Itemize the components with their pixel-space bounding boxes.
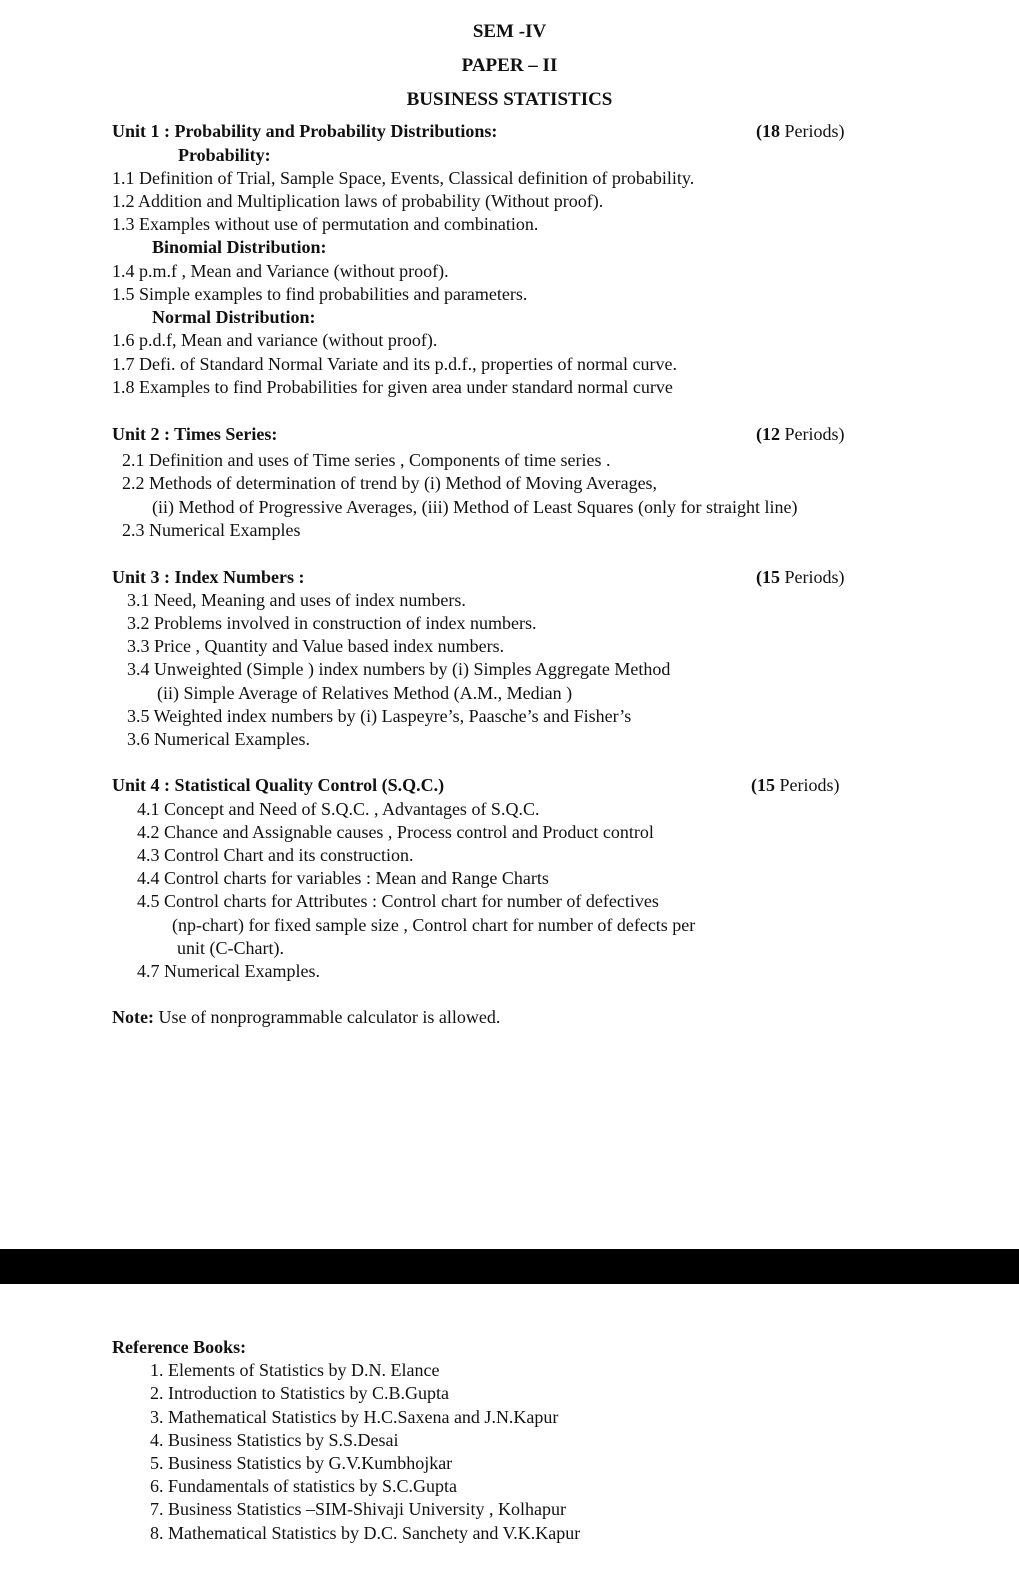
unit1-periods-number: (18 (756, 121, 780, 141)
unit1-item-1-5: 1.5 Simple examples to find probabilities and parameters. (112, 284, 528, 304)
page-break-band (0, 1249, 1019, 1284)
unit4-title: Unit 4 : Statistical Quality Control (S.Q.C.) (112, 775, 445, 795)
unit2-item-2-1: 2.1 Definition and uses of Time series , Components of time series . (122, 450, 611, 470)
unit1-item-1-8: 1.8 Examples to find Probabilities for given area under standard normal curve (112, 377, 673, 397)
reference-book-item: 1. Elements of Statistics by D.N. Elance (150, 1360, 440, 1380)
unit4-item-4-5-continued: (np-chart) for fixed sample size , Control chart for number of defects per (172, 915, 696, 935)
reference-book-item: 8. Mathematical Statistics by D.C. Sanchety and V.K.Kapur (150, 1523, 581, 1543)
unit2-periods-word: Periods) (780, 424, 845, 444)
unit1-item-1-7: 1.7 Defi. of Standard Normal Variate and its p.d.f., properties of normal curve. (112, 354, 678, 374)
reference-book-item: 5. Business Statistics by G.V.Kumbhojkar (150, 1453, 453, 1473)
reference-book-item: 4. Business Statistics by S.S.Desai (150, 1430, 399, 1450)
reference-book-item: 3. Mathematical Statistics by H.C.Saxena and J.N.Kapur (150, 1407, 559, 1427)
reference-book-item: 7. Business Statistics –SIM-Shivaji University , Kolhapur (150, 1499, 566, 1519)
reference-book-item: 6. Fundamentals of statistics by S.C.Gupta (150, 1476, 457, 1496)
unit4-item-4-5: 4.5 Control charts for Attributes : Control chart for number of defectives (137, 891, 659, 911)
unit3-item-3-6: 3.6 Numerical Examples. (127, 729, 310, 749)
unit1-item-1-3: 1.3 Examples without use of permutation and combination. (112, 214, 539, 234)
unit4-periods-number: (15 (751, 775, 775, 795)
unit3-periods-word: Periods) (780, 567, 845, 587)
unit2-item-2-2: 2.2 Methods of determination of trend by (i) Method of Moving Averages, (122, 473, 658, 493)
reference-books-title: Reference Books: (112, 1337, 247, 1357)
paper-heading: PAPER – II (461, 55, 558, 76)
unit4-item-4-4: 4.4 Control charts for variables : Mean and Range Charts (137, 868, 549, 888)
unit1-sub-binomial: Binomial Distribution: (152, 237, 327, 257)
unit2-title: Unit 2 : Times Series: (112, 424, 278, 444)
note (112, 1007, 500, 1028)
unit1-periods (756, 121, 845, 142)
unit1-item-1-2: 1.2 Addition and Multiplication laws of probability (Without proof). (112, 191, 604, 211)
unit3-title: Unit 3 : Index Numbers : (112, 567, 305, 587)
unit4-item-4-7: 4.7 Numerical Examples. (137, 961, 320, 981)
reference-book-item: 2. Introduction to Statistics by C.B.Gupta (150, 1383, 449, 1403)
unit1-item-1-1: 1.1 Definition of Trial, Sample Space, Events, Classical definition of probability. (112, 168, 695, 188)
unit2-periods (756, 424, 845, 445)
unit2-item-2-3: 2.3 Numerical Examples (122, 520, 301, 540)
unit3-periods-number: (15 (756, 567, 780, 587)
unit3-item-3-5: 3.5 Weighted index numbers by (i) Laspeyre’s, Paasche’s and Fisher’s (127, 706, 632, 726)
unit2-periods-number: (12 (756, 424, 780, 444)
subject-heading: BUSINESS STATISTICS (406, 89, 613, 110)
unit4-periods (751, 775, 840, 796)
unit4-periods-word: Periods) (775, 775, 840, 795)
unit3-item-3-2: 3.2 Problems involved in construction of index numbers. (127, 613, 537, 633)
semester-heading: SEM -IV (472, 21, 547, 42)
unit1-item-1-4: 1.4 p.m.f , Mean and Variance (without proof). (112, 261, 449, 281)
unit4-item-4-2: 4.2 Chance and Assignable causes , Process control and Product control (137, 822, 654, 842)
unit4-item-4-3: 4.3 Control Chart and its construction. (137, 845, 414, 865)
unit3-item-3-3: 3.3 Price , Quantity and Value based index numbers. (127, 636, 505, 656)
unit4-item-4-5-continued-2: unit (C-Chart). (177, 938, 284, 958)
unit1-periods-word: Periods) (780, 121, 845, 141)
unit1-title: Unit 1 : Probability and Probability Distributions: (112, 121, 498, 141)
unit2-item-2-2-continued: (ii) Method of Progressive Averages, (iii) Method of Least Squares (only for straight line) (152, 497, 798, 517)
note-text: Use of nonprogrammable calculator is allowed. (153, 1007, 501, 1027)
unit3-item-3-1: 3.1 Need, Meaning and uses of index numbers. (127, 590, 466, 610)
unit3-periods (756, 567, 845, 588)
note-label: Note: (112, 1007, 154, 1027)
unit3-item-3-4: 3.4 Unweighted (Simple ) index numbers by (i) Simples Aggregate Method (127, 659, 671, 679)
unit1-sub-probability: Probability: (178, 145, 271, 165)
unit4-item-4-1: 4.1 Concept and Need of S.Q.C. , Advantages of S.Q.C. (137, 799, 540, 819)
unit1-item-1-6: 1.6 p.d.f, Mean and variance (without proof). (112, 330, 438, 350)
unit3-item-3-4-continued: (ii) Simple Average of Relatives Method (A.M., Median ) (157, 683, 573, 703)
unit1-sub-normal: Normal Distribution: (152, 307, 316, 327)
